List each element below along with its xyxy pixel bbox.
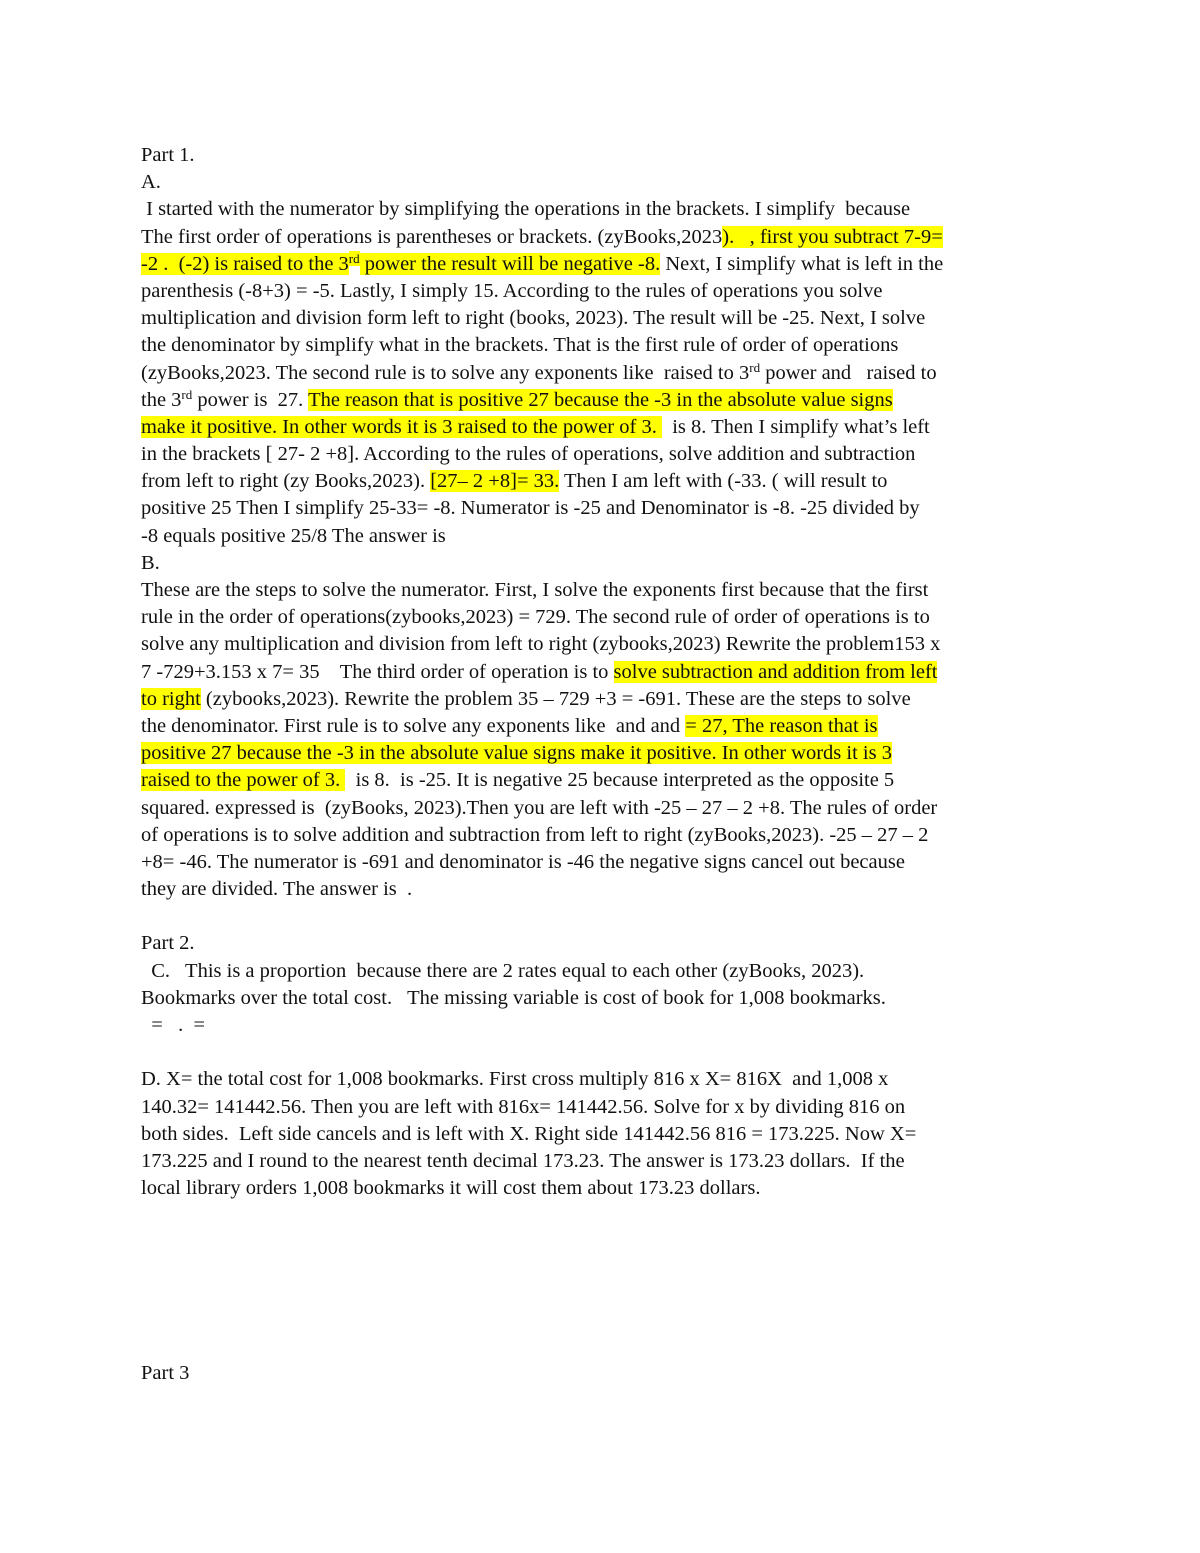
text-run: solve any multiplication and division from left to right (zybooks,2023) Rewrite the problem153 x <box>141 633 941 656</box>
text-run: These are the steps to solve the numerator. First, I solve the exponents first because that the first <box>141 579 929 601</box>
text-line <box>141 468 1071 495</box>
text-run: +8= -46. The numerator is -691 and denominator is -46 the negative signs cancel out because <box>141 850 905 873</box>
highlighted-text: ). , first you subtract 7-9= <box>722 225 943 248</box>
text-line <box>141 985 1071 1012</box>
text-run: (zybooks,2023). Rewrite the problem 35 – 729 +3 = -691. These are the steps to solve <box>200 687 911 710</box>
text-run: power is 27. <box>192 388 309 411</box>
text-line <box>141 686 1071 713</box>
text-line <box>141 876 1071 903</box>
text-line <box>141 387 1071 414</box>
text-line <box>141 523 1071 550</box>
highlighted-text: [27– 2 +8]= 33. <box>430 470 560 493</box>
text-line <box>141 1012 1071 1039</box>
text-run: Next, I simplify what is left in the <box>660 252 944 275</box>
text-run: rule in the order of operations(zybooks,2023) = 729. The second rule of order of operations is to <box>141 606 930 629</box>
highlighted-text: make it positive. In other words it is 3 raised to the power of 3. <box>141 415 662 438</box>
text-line <box>141 305 1071 332</box>
text-run: C. This is a proportion because there are 2 rates equal to each other (zyBooks, 2023). <box>141 959 865 982</box>
text-line <box>141 822 1071 849</box>
section-a-paragraph <box>141 196 1071 549</box>
text-line <box>141 224 1071 251</box>
document-body <box>141 142 1071 1202</box>
text-run: power and raised to <box>760 361 937 384</box>
text-run: -8 equals positive 25/8 The answer is <box>141 524 446 547</box>
text-line <box>141 767 1071 794</box>
text-run: squared. expressed is (zyBooks, 2023).Then you are left with -25 – 27 – 2 +8. The rules of order <box>141 796 938 819</box>
text-line <box>141 1175 1071 1202</box>
text-run: multiplication and division form left to right (books, 2023). The result will be -25. Next, I solve <box>141 307 926 330</box>
highlighted-text: to right <box>141 687 201 710</box>
text-line <box>141 740 1071 767</box>
text-line <box>141 1148 1071 1175</box>
highlighted-text: raised to the power of 3. <box>141 769 346 792</box>
text-run: 7 -729+3.153 x 7= 35 The third order of operation is to <box>141 660 614 683</box>
text-run: both sides. Left side cancels and is left with X. Right side 141442.56 816 = 173.225. Now X= <box>141 1122 917 1145</box>
part3-heading: Part 3 <box>141 1362 190 1384</box>
text-line <box>141 360 1071 387</box>
text-run: from left to right (zy Books,2023). <box>141 470 431 493</box>
text-run: the denominator by simplify what in the brackets. That is the first rule of order of operations <box>141 334 899 357</box>
text-line <box>141 849 1071 876</box>
text-line <box>141 1121 1071 1148</box>
text-run: = . = <box>141 1014 206 1036</box>
superscript-text: rd <box>181 386 193 402</box>
text-line <box>141 659 1071 686</box>
text-run: parenthesis (-8+3) = -5. Lastly, I simply 15. According to the rules of operations you solve <box>141 279 883 302</box>
text-run: the 3 <box>141 388 182 411</box>
text-run: The first order of operations is parentheses or brackets. (zyBooks,2023 <box>141 225 723 248</box>
text-line <box>141 1066 1071 1093</box>
text-line <box>141 441 1071 468</box>
text-line <box>141 713 1071 740</box>
highlighted-text: positive 27 because the -3 in the absolute value signs make it positive. In other words it is 3 <box>141 742 892 765</box>
text-run: local library orders 1,008 bookmarks it will cost them about 173.23 dollars. <box>141 1177 761 1200</box>
text-line <box>141 795 1071 822</box>
text-line <box>141 958 1071 985</box>
text-run: of operations is to solve addition and subtraction from left to right (zyBooks,2023). -25 – 27 – 2 <box>141 823 929 846</box>
section-a-label: A. <box>141 171 161 194</box>
text-run: (zyBooks,2023. The second rule is to solve any exponents like raised to 3 <box>141 361 750 384</box>
blank-line <box>141 1039 1071 1066</box>
section-c-paragraph <box>141 958 1071 1040</box>
highlighted-text: power the result will be negative -8. <box>359 252 661 275</box>
text-line <box>141 414 1071 441</box>
text-run: is 8. Then I simplify what’s left <box>661 415 930 438</box>
text-run: D. X= the total cost for 1,008 bookmarks. First cross multiply 816 x X= 816X and 1,008 x <box>141 1068 889 1091</box>
text-line <box>141 495 1071 522</box>
highlighted-text: The reason that is positive 27 because the -3 in the absolute value signs <box>308 388 893 411</box>
highlighted-text: = 27, The reason that is <box>685 714 878 737</box>
part2-heading: Part 2. <box>141 932 195 955</box>
text-run: they are divided. The answer is . <box>141 878 413 901</box>
text-run: is 8. is -25. It is negative 25 because interpreted as the opposite 5 <box>345 769 895 792</box>
section-b-label: B. <box>141 551 160 574</box>
section-d-paragraph <box>141 1066 1071 1202</box>
text-line <box>141 604 1071 631</box>
text-run: 140.32= 141442.56. Then you are left with 816x= 141442.56. Solve for x by dividing 816 on <box>141 1095 906 1118</box>
text-run: I started with the numerator by simplifying the operations in the brackets. I simplify because <box>141 198 911 221</box>
text-run: 173.225 and I round to the nearest tenth decimal 173.23. The answer is 173.23 dollars. If the <box>141 1149 905 1172</box>
part1-heading: Part 1. <box>141 144 195 166</box>
highlighted-text: solve subtraction and addition from left <box>613 660 938 683</box>
text-line <box>141 278 1071 305</box>
superscript-text: rd <box>749 359 761 375</box>
text-line <box>141 631 1071 658</box>
text-line <box>141 1094 1071 1121</box>
section-b-paragraph <box>141 577 1071 903</box>
text-line <box>141 196 1071 223</box>
text-run: Bookmarks over the total cost. The missing variable is cost of book for 1,008 bookmarks. <box>141 986 886 1009</box>
text-run: Then I am left with (-33. ( will result to <box>559 470 888 493</box>
highlighted-text: -2 . (-2) is raised to the 3 <box>141 252 349 275</box>
text-run: the denominator. First rule is to solve any exponents like and and <box>141 714 686 737</box>
text-line <box>141 577 1071 604</box>
highlighted-text: rd <box>348 250 360 266</box>
text-run: in the brackets [ 27- 2 +8]. According to the rules of operations, solve addition and subtraction <box>141 443 916 466</box>
blank-line <box>141 903 1071 930</box>
text-run: positive 25 Then I simplify 25-33= -8. Numerator is -25 and Denominator is -8. -25 divided by <box>141 497 920 520</box>
text-line <box>141 332 1071 359</box>
text-line <box>141 251 1071 278</box>
